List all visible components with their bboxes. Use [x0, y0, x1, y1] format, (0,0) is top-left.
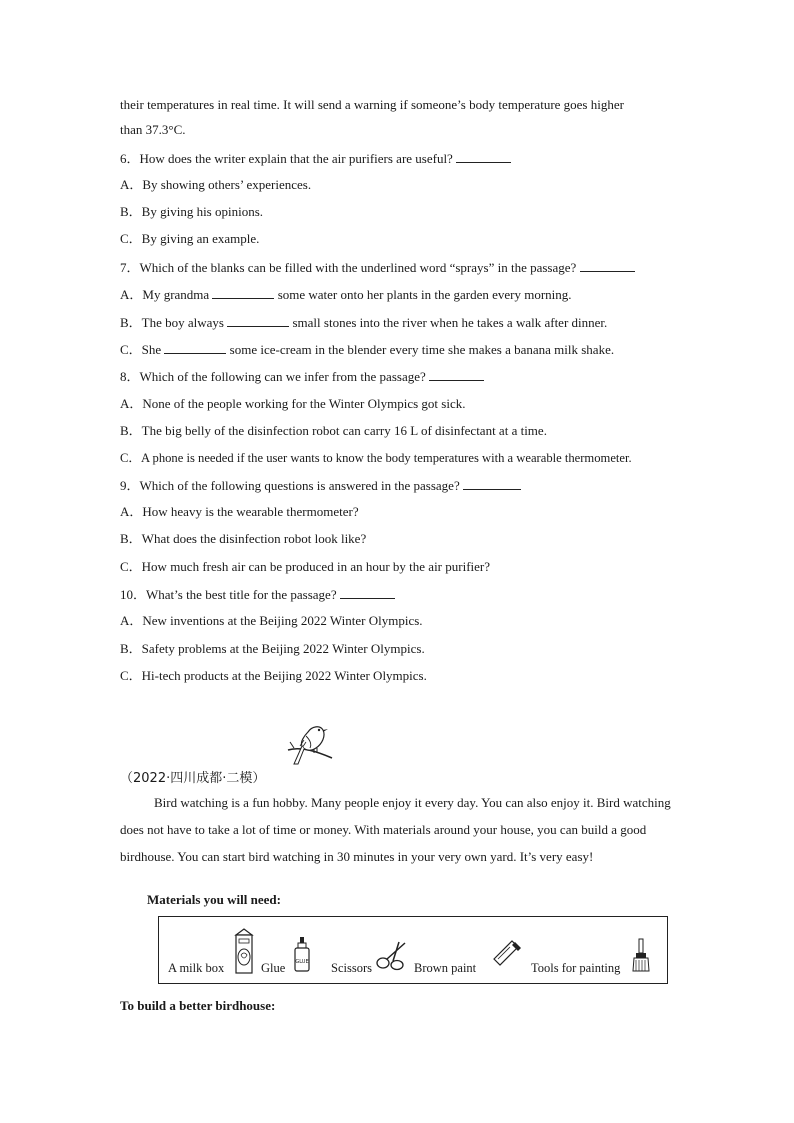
q7-option-c — [120, 341, 614, 358]
q7-option-b-blank — [227, 314, 289, 327]
q7-option-b-pre: B．The boy always — [120, 315, 228, 330]
material-glue: Glue — [261, 961, 286, 975]
question-8-stem — [120, 368, 484, 385]
answer-blank-6[interactable] — [456, 150, 511, 163]
q9-option-b: B．What does the disinfection robot look like? — [120, 531, 367, 546]
q10-option-c: C．Hi-tech products at the Beijing 2022 Winter Olympics. — [120, 668, 427, 683]
materials-box — [158, 916, 668, 984]
q7-option-c-post: some ice-cream in the blender every time she makes a banana milk shake. — [229, 342, 615, 357]
answer-blank-9[interactable] — [463, 477, 521, 490]
q7-option-a — [120, 286, 572, 303]
q9-option-a: A．How heavy is the wearable thermometer? — [120, 504, 359, 519]
glue-bottle-icon — [292, 935, 312, 973]
q9-option-c: C．How much fresh air can be produced in an hour by the air purifier? — [120, 559, 491, 574]
passage-line-2: than 37.3°C. — [120, 122, 186, 137]
source-label: （2022·四川成都·二模） — [120, 771, 266, 786]
passage-line-1: their temperatures in real time. It will send a warning if someone’s body temperature goes higher — [120, 97, 624, 112]
material-brown-paint: Brown paint — [414, 961, 477, 975]
q7-option-b-post: small stones into the river when he takes a walk after dinner. — [292, 315, 608, 330]
answer-blank-7[interactable] — [580, 259, 635, 272]
q10-option-a: A．New inventions at the Beijing 2022 Winter Olympics. — [120, 613, 423, 628]
paint-tube-icon — [490, 939, 524, 969]
question-9-stem — [120, 477, 521, 494]
question-8-text: 8．Which of the following can we infer from the passage? — [120, 369, 426, 384]
question-10-text: 10．What’s the best title for the passage? — [120, 587, 337, 602]
scissors-icon — [375, 939, 409, 971]
glue-bottle-text: GLUE — [295, 959, 309, 965]
material-scissors: Scissors — [331, 961, 372, 975]
question-9-text: 9．Which of the following questions is answered in the passage? — [120, 478, 460, 493]
question-7-stem — [120, 259, 635, 276]
material-tools-for-painting: Tools for painting — [531, 961, 621, 975]
material-milk-box: A milk box — [168, 961, 225, 975]
intro-paragraph: Bird watching is a fun hobby. Many people enjoy it every day. You can also enjoy it. Bird watching does not have to take a lot of time or money. With materials around your house, you can build a good birdhouse. You can start bird watching in 30 minutes in your very own yard. It’s very easy! — [120, 795, 671, 864]
q7-option-c-blank — [164, 341, 226, 354]
q8-option-c: C．A phone is needed if the user wants to know the body temperatures with a wearable thermometer. — [120, 451, 632, 465]
q7-option-b — [120, 314, 607, 331]
q6-option-b: B．By giving his opinions. — [120, 204, 264, 219]
q7-option-a-pre: A．My grandma — [120, 287, 213, 302]
materials-heading: Materials you will need: — [147, 892, 281, 907]
bird-on-branch-icon — [286, 722, 336, 774]
q7-option-c-pre: C．She — [120, 342, 165, 357]
milk-box-icon — [232, 927, 256, 975]
q10-option-b: B．Safety problems at the Beijing 2022 Winter Olympics. — [120, 641, 425, 656]
question-7-text: 7．Which of the blanks can be filled with the underlined word “sprays” in the passage? — [120, 260, 577, 275]
q6-option-a: A．By showing others’ experiences. — [120, 177, 312, 192]
q8-option-a: A．None of the people working for the Winter Olympics got sick. — [120, 396, 466, 411]
q7-option-a-post: some water onto her plants in the garden every morning. — [277, 287, 572, 302]
build-heading: To build a better birdhouse: — [120, 998, 276, 1013]
q8-option-b: B．The big belly of the disinfection robot can carry 16 L of disinfectant at a time. — [120, 423, 547, 438]
answer-blank-10[interactable] — [340, 586, 395, 599]
paintbrush-icon — [631, 937, 651, 973]
question-6-text: 6．How does the writer explain that the air purifiers are useful? — [120, 151, 453, 166]
question-6-stem — [120, 150, 511, 167]
q7-option-a-blank — [212, 286, 274, 299]
q6-option-c: C．By giving an example. — [120, 231, 260, 246]
answer-blank-8[interactable] — [429, 368, 484, 381]
question-10-stem — [120, 586, 395, 603]
